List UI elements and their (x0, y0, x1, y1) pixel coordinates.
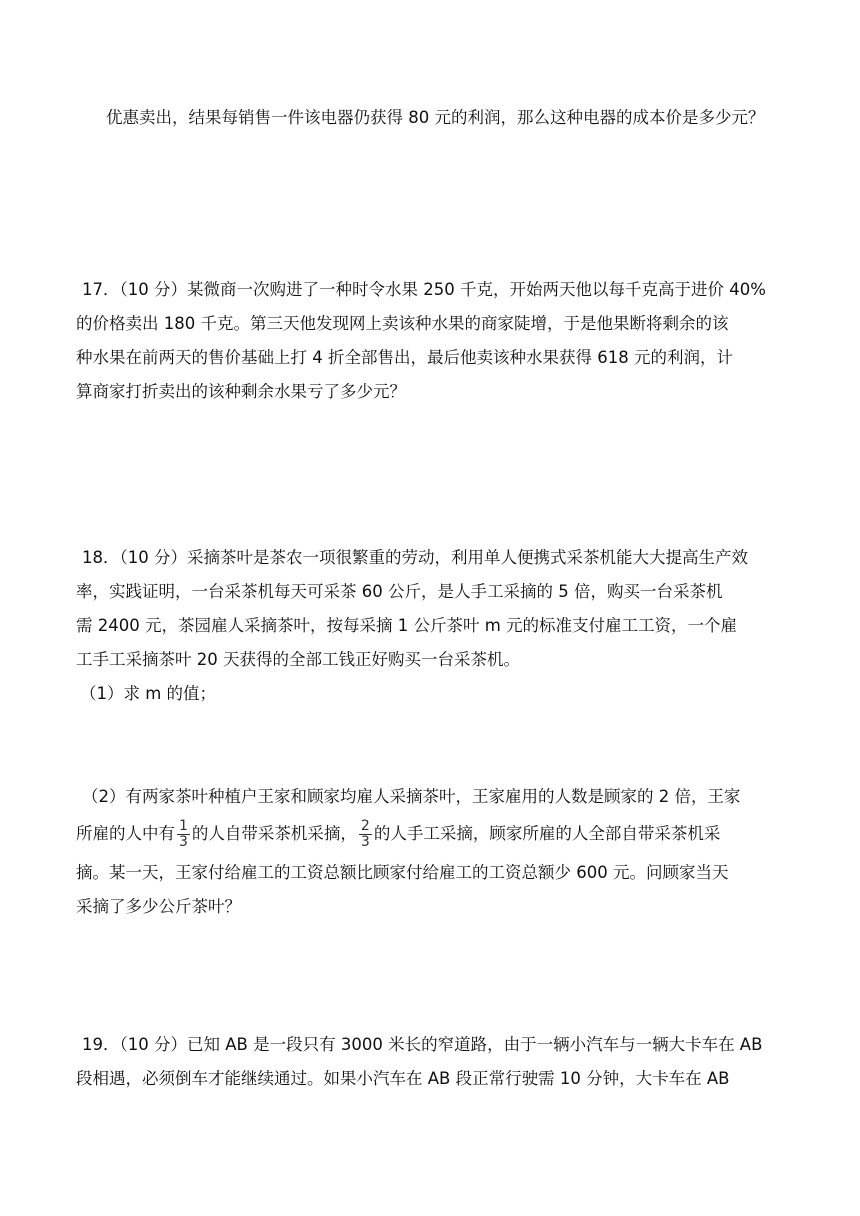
fraction-numerator: 2 (360, 818, 370, 834)
question-18-part-1: （1）求 m 的值； (80, 684, 217, 703)
fraction-numerator: 1 (179, 818, 188, 834)
question-18-line-4: 工手工采摘茶叶 20 天获得的全部工钱正好购买一台采茶机。 (76, 650, 520, 669)
question-17-line-4: 算商家打折卖出的该种剩余水果亏了多少元？ (76, 382, 406, 401)
question-18-line-1: 18．（10 分）采摘茶叶是茶农一项很繁重的劳动，利用单人便携式采茶机能大大提高生产效 (82, 548, 748, 567)
question-18-part-2-line-4: 采摘了多少公斤茶叶？ (76, 897, 241, 916)
fraction-one-third (177, 819, 190, 850)
question-17-line-1: 17．（10 分）某微商一次购进了一种时令水果 250 千克，开始两天他以每千克高于进价 40% (82, 280, 766, 299)
question-18-line-2: 率，实践证明，一台采茶机每天可采茶 60 公斤，是人手工采摘的 5 倍，购买一台采茶机 (76, 582, 723, 601)
fraction-denominator: 3 (360, 834, 370, 850)
question-18-line-3: 需 2400 元，茶园雇人采摘茶叶，按每采摘 1 公斤茶叶 m 元的标准支付雇工工资，一个雇 (76, 616, 738, 635)
text-segment: 的人自带采茶机采摘， (191, 824, 357, 843)
text-segment: 的人手工采摘，顾家所雇的人全部自带采茶机采 (373, 824, 721, 843)
text-segment: 所雇的人中有 (76, 824, 175, 843)
text-line: 优惠卖出，结果每销售一件该电器仍获得 80 元的利润，那么这种电器的成本价是多少元？ (106, 108, 765, 127)
fraction-denominator: 3 (179, 834, 188, 850)
question-18-part-2-line-1: （2）有两家茶叶种植户王家和顾家均雇人采摘茶叶，王家雇用的人数是顾家的 2 倍，王家 (82, 787, 741, 806)
question-19-line-1: 19．（10 分）已知 AB 是一段只有 3000 米长的窄道路，由于一辆小汽车与一辆大卡车在 AB (82, 1035, 763, 1054)
question-18-part-2-line-2 (76, 817, 720, 851)
question-18-part-2-line-3: 摘。某一天，王家付给雇工的工资总额比顾家付给雇工的工资总额少 600 元。问顾家当天 (76, 863, 729, 882)
question-17-line-2: 的价格卖出 180 千克。第三天他发现网上卖该种水果的商家陡增，于是他果断将剩余的该 (76, 314, 729, 333)
fraction-two-thirds (359, 819, 372, 850)
question-17-line-3: 种水果在前两天的售价基础上打 4 折全部售出，最后他卖该种水果获得 618 元的利润，计 (76, 348, 733, 367)
question-19-line-2: 段相遇，必须倒车才能继续通过。如果小汽车在 AB 段正常行驶需 10 分钟，大卡车在 AB (76, 1069, 730, 1088)
